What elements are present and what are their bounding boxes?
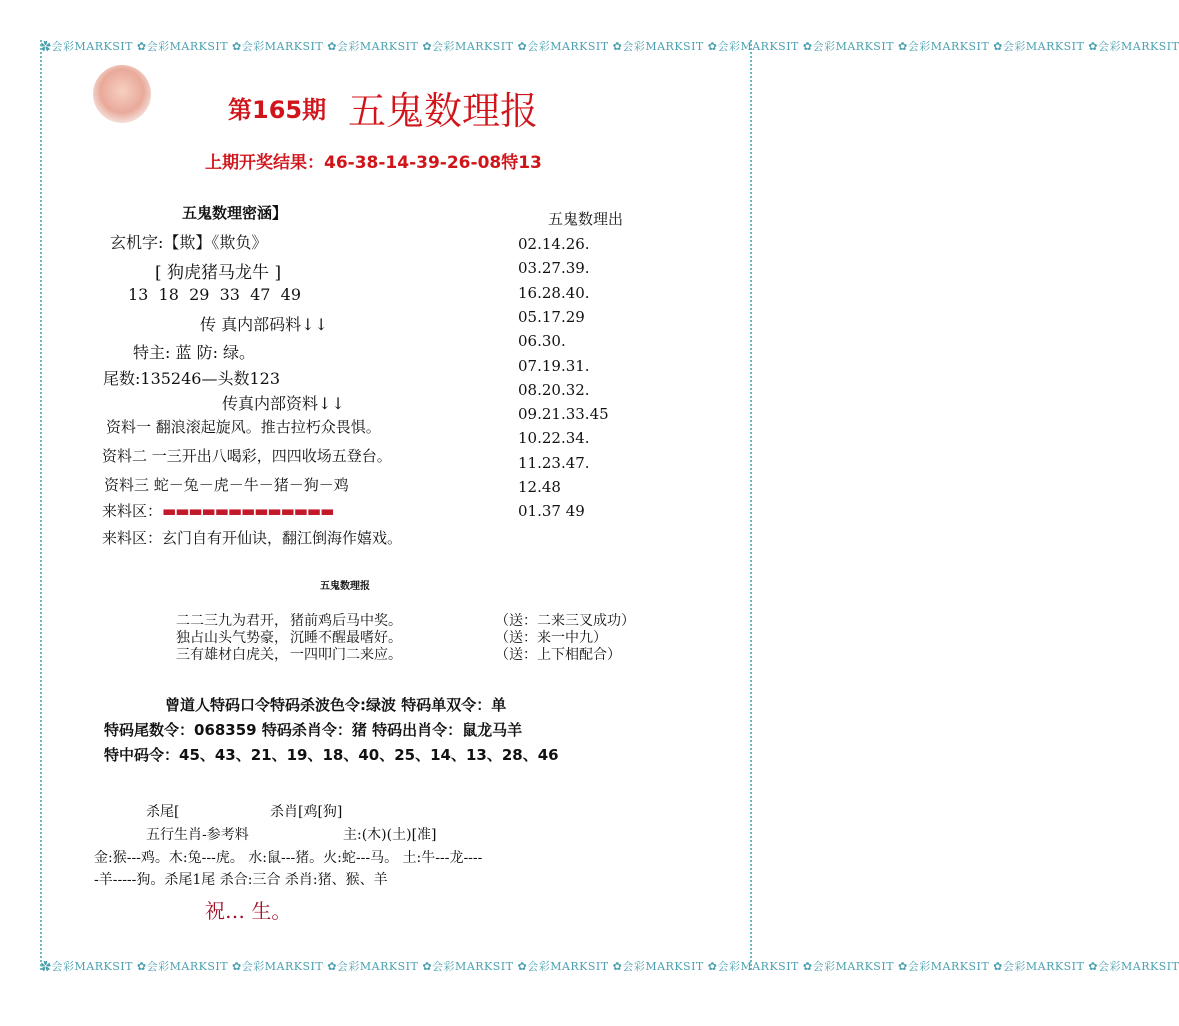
left-heading: 五鬼数理密涵】 [182,204,288,222]
shaxiao-text: 杀肖[鸡[狗] [270,804,343,820]
right-number-item: 16.28.40. [518,283,590,302]
fax-heading-2: 传真内部资料↓↓ [222,394,345,413]
ziliao-1: 资料一 翻浪滚起旋风。推古拉朽众畏惧。 [106,418,381,436]
ziliao-3: 资料三 蛇－兔－虎－牛－猪－狗－鸡 [104,476,349,494]
poem-line: 一四叩门二来应。 [290,647,402,663]
zodiac-list: [ 狗虎猪马龙牛 ] [155,263,282,283]
obscured-text: ▬▬▬▬▬▬▬▬▬▬▬▬▬ [162,502,334,520]
border-left [40,40,56,970]
shawei-text: 杀尾[ [146,804,180,820]
right-number-item: 06.30. [518,332,566,351]
issue-number: 第165期 [228,96,327,124]
poem-line: 独占山头气势豪， [176,630,288,646]
poem-line: 猪前鸡后马中奖。 [290,613,402,629]
poem-line: 二二三九为君开， [176,613,288,629]
number-list: 13 18 29 33 47 49 [128,285,302,304]
right-number-item: 10.22.34. [518,429,590,448]
right-number-item: 12.48 [518,478,561,496]
page-title: 五鬼数理报 [348,89,539,133]
middle-subtitle: 五鬼数理报 [320,581,370,592]
zhu-text: 主:(木)(土)[准] [343,827,437,843]
right-number-item: 05.17.29 [518,307,585,326]
laiyuan-1-label: 来料区： [102,502,163,520]
laiyuan-1 [102,500,333,521]
right-number-item: 02.14.26. [518,235,590,253]
elements-line-1: 金:猴---鸡。木:兔---虎。 水:鼠---猪。火:蛇---马。 土:牛---龙---- [94,850,483,866]
wuxing-text: 五行生肖-参考料 [146,827,249,843]
right-number-item: 11.23.47. [518,453,590,472]
poem-line: （送：上下相配合） [495,647,621,663]
poem-line: 沉睡不醒最嗜好。 [290,630,402,646]
blessing-text: 祝… 生。 [205,899,292,923]
poem-line: 三有雄材白虎关， [176,647,288,663]
weishu-text: 尾数:135246—头数123 [103,369,281,388]
kouling-line-1: 曾道人特码口令特码杀波色令:绿波 特码单双令：单 [165,696,507,714]
right-number-item: 09.21.33.45 [518,405,609,424]
right-number-item: 01.37 49 [518,502,585,521]
right-heading: 五鬼数理出 [548,210,624,228]
tezhu-text: 特主: 蓝 防: 绿。 [133,343,256,362]
poem-line: （送：来一中九） [495,630,607,646]
right-number-item: 03.27.39. [518,259,590,278]
ziliao-2: 资料二 一三开出八喝彩，四四收场五登台。 [102,447,392,465]
last-result: 上期开奖结果：46-38-14-39-26-08特13 [205,153,542,173]
border-top: ✿会彩MARKSIT ✿会彩MARKSIT ✿会彩MARKSIT ✿会彩MARKSIT ✿会彩MARKSIT ✿会彩MARKSIT ✿会彩MARKSIT ✿会彩MARKSIT ✿会彩MARKSIT ✿会彩MARKSIT ✿会彩MARKSIT ✿会彩MARKSIT [40,40,1179,53]
border-bottom: ✿会彩MARKSIT ✿会彩MARKSIT ✿会彩MARKSIT ✿会彩MARKSIT ✿会彩MARKSIT ✿会彩MARKSIT ✿会彩MARKSIT ✿会彩MARKSIT ✿会彩MARKSIT ✿会彩MARKSIT ✿会彩MARKSIT ✿会彩MARKSIT [40,960,1179,973]
fax-heading-1: 传 真内部码料↓↓ [200,315,328,334]
laiyuan-2: 来料区：玄门自有开仙诀，翻江倒海作嬉戏。 [102,529,403,547]
elements-line-2: -羊-----狗。杀尾1尾 杀合:三合 杀肖:猪、猴、羊 [94,872,388,888]
kouling-line-3: 特中码令：45、43、21、19、18、40、25、14、13、28、46 [104,746,559,764]
poem-line: （送：二来三叉成功） [495,613,635,629]
xuanji-text: 玄机字:【欺】《欺负》 [110,233,268,252]
face-logo [93,65,151,123]
right-number-item: 08.20.32. [518,380,590,399]
right-number-item: 07.19.31. [518,356,590,375]
border-right [750,40,766,970]
kouling-line-2: 特码尾数令：068359 特码杀肖令：猪 特码出肖令：鼠龙马羊 [104,721,523,739]
